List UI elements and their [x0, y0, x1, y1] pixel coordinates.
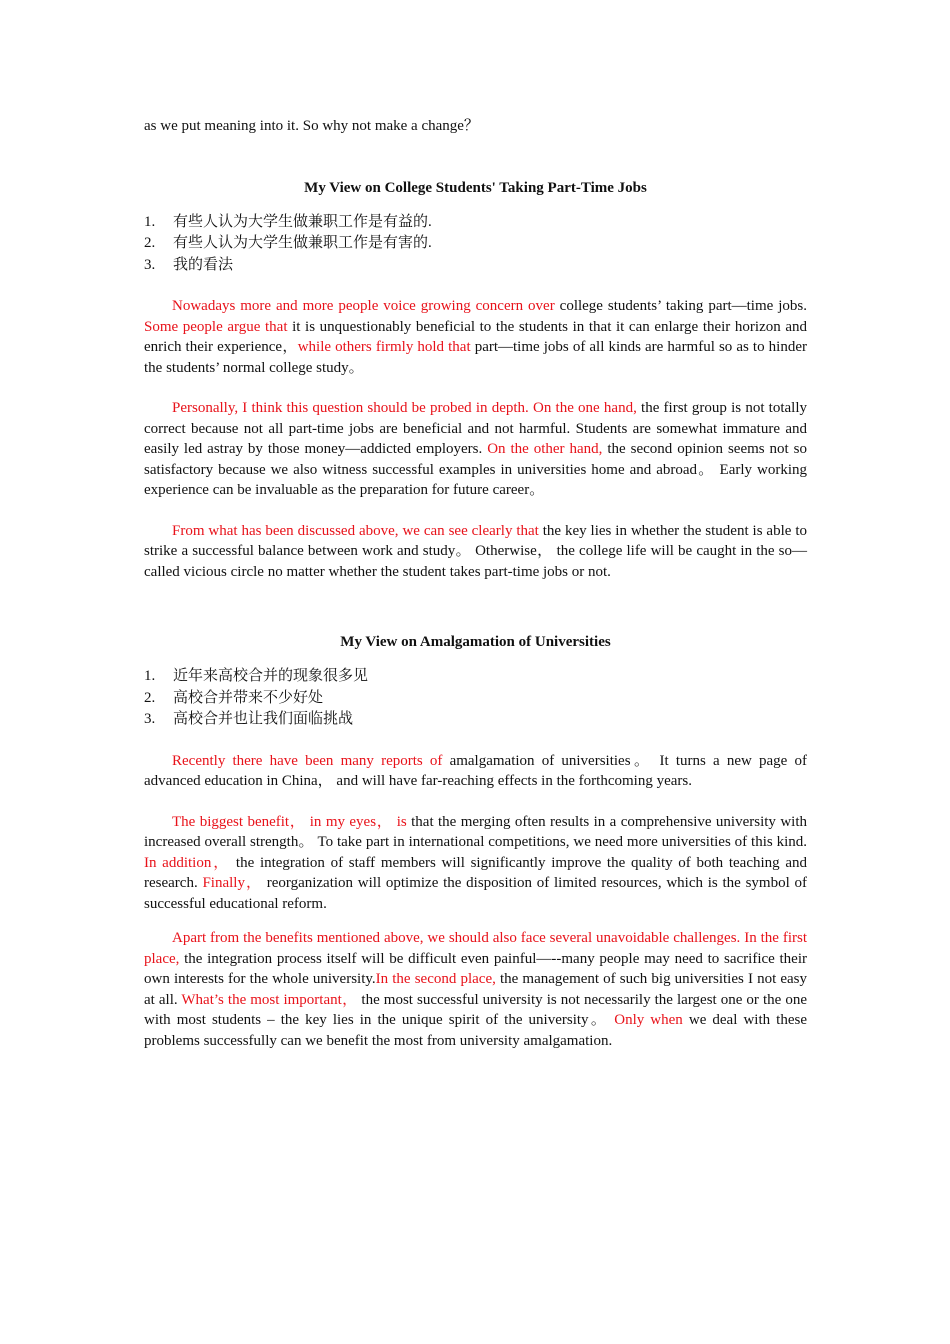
outline-item: 1. 近年来高校合并的现象很多见 — [144, 668, 369, 684]
essay1-title: My View on College Students' Taking Part-Time Jobs — [304, 179, 647, 196]
outline-item: 3. 高校合并也让我们面临挑战 — [144, 711, 354, 727]
essay2-paragraph-2: The biggest benefit， in my eyes， is that the merging often results in a comprehensive university with increased overall strength。 To take part in international competitions, we need more universities of this kind. In addition， the integration of staff members will significantly improve the quality of both teaching and research. Finally， reorganization will optimize the disposition of limited resources, which is the symbol of successful educational reform. — [144, 813, 807, 912]
essay2-outline — [144, 666, 807, 731]
essay1-outline — [144, 212, 807, 277]
document-page — [144, 116, 807, 1051]
essay1-paragraph-3: From what has been discussed above, we can see clearly that the key lies in whether the student is able to strike a successful balance between work and study。 Otherwise， the college life will be caught in the so—called vicious circle no matter whether the student takes part-time jobs or not. — [144, 522, 807, 580]
essay1-paragraph-1: Nowadays more and more people voice growing concern over college students’ taking part—time jobs. Some people argue that it is unquestionably beneficial to the students in that it can enlarge their horizon and enrich their experience，while others firmly hold that part—time jobs of all kinds are harmful so as to hinder the students’ normal college study。 — [144, 298, 807, 376]
outline-item: 2. 有些人认为大学生做兼职工作是有害的. — [144, 235, 432, 251]
intro-line: as we put meaning into it. So why not make a change？ — [144, 118, 479, 134]
outline-item: 2. 高校合并带来不少好处 — [144, 689, 324, 706]
outline-item: 3. 我的看法 — [144, 256, 234, 273]
outline-item: 1. 有些人认为大学生做兼职工作是有益的. — [144, 213, 432, 230]
essay2-title: My View on Amalgamation of Universities — [340, 634, 611, 650]
essay2-paragraph-1: Recently there have been many reports of amalgamation of universities。 It turns a new page of advanced education in China， and will have far-reaching effects in the forthcoming years. — [144, 752, 807, 789]
essay2-paragraph-3: Apart from the benefits mentioned above, we should also face several unavoidable challenges. In the first place, the integration process itself will be difficult even painful—--many people may need to sacrifice their own interests for the whole university.In the second place, the management of such big universities I not easy at all. What’s the most important， the most successful university is not necessarily the largest one or the one with most students – the key lies in the unique spirit of the university。 Only when we deal with these problems successfully can we benefit the most from university amalgamation. — [144, 930, 808, 1049]
essay1-paragraph-2: Personally, I think this question should be probed in depth. On the one hand, the first group is not totally correct because not all part-time jobs are beneficial and not harmful. Students are somewhat immature and easily led astray by those money—addicted employers. On the other hand, the second opinion seems not so satisfactory because we also witness successful examples in universities home and abroad。 Early working experience can be invaluable as the preparation for future career。 — [144, 400, 808, 498]
